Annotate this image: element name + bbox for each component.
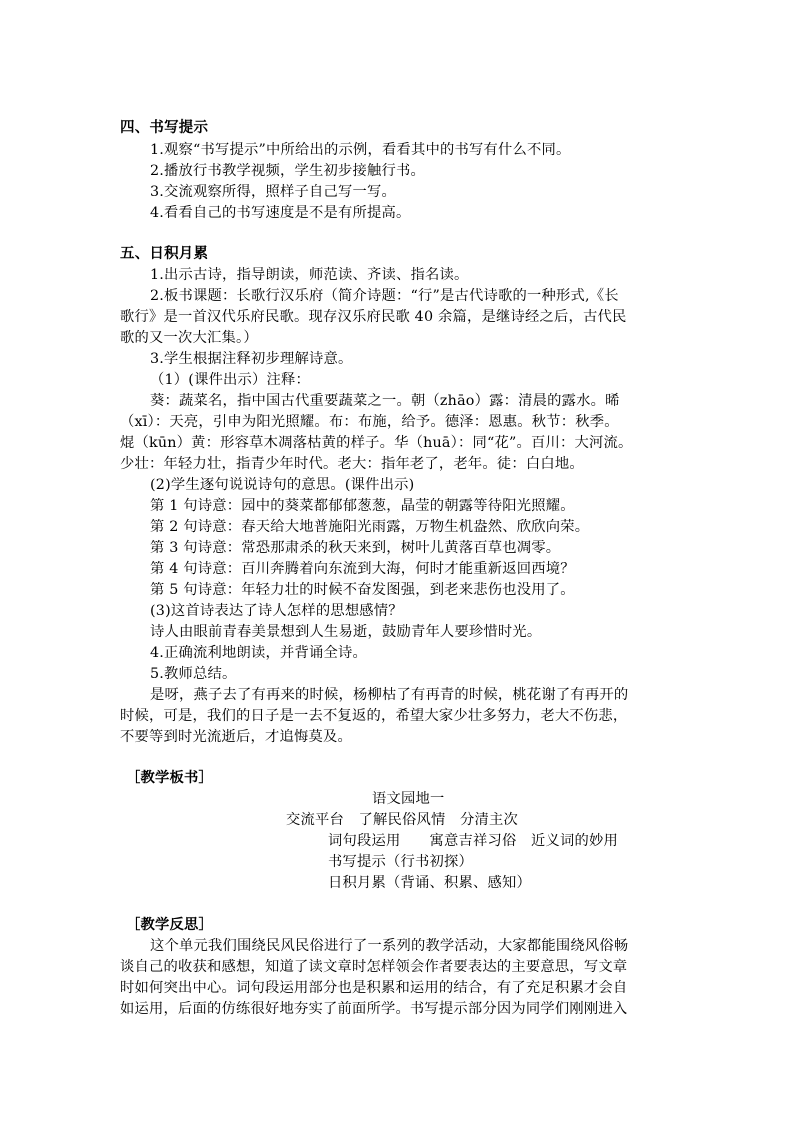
text-line: 4.正确流利地朗读，并背诵全诗。	[150, 645, 367, 661]
text-line: 1.出示古诗，指导朗读，师范读、齐读、指名读。	[150, 267, 469, 283]
text-line: 第 3 句诗意：常恐那肃杀的秋天来到，树叶儿黄落百草也凋零。	[150, 540, 561, 556]
text-line: 3.学生根据注释初步理解诗意。	[150, 351, 353, 367]
list-item: 2.播放行书教学视频，学生初步接触行书。	[150, 163, 425, 179]
text-line: 第 1 句诗意：园中的葵菜都郁郁葱葱，晶莹的朝露等待阳光照耀。	[150, 498, 575, 514]
text-line: (3)这首诗表达了诗人怎样的思想感情？	[150, 603, 403, 619]
section-title-writing-tips: 四、书写提示	[120, 120, 209, 136]
section-title-board: ［教学板书］	[126, 770, 213, 786]
text-line: 第 4 句诗意：百川奔腾着向东流到大海，何时才能重新返回西境？	[150, 561, 575, 577]
list-item: 4.看看自己的书写速度是不是有所提高。	[150, 205, 411, 221]
text-line: 如运用，后面的仿练很好地夯实了前面所学。书写提示部分因为同学们刚刚进入	[120, 1001, 628, 1017]
section-title-daily-accumulation: 五、日积月累	[120, 246, 209, 262]
text-line: 葵：蔬菜名，指中国古代重要蔬菜之一。朝（zhāo）露：清晨的露水。晞	[150, 393, 620, 409]
text-line: 诗人由眼前青春美景想到人生易逝，鼓励青年人要珍惜时光。	[150, 624, 542, 640]
board-line: 词句段运用 寓意吉祥习俗 近义词的妙用	[328, 833, 618, 849]
board-line-title: 语文园地一	[372, 791, 445, 807]
text-line: 第 2 句诗意：春天给大地普施阳光雨露，万物生机盎然、欣欣向荣。	[150, 519, 590, 535]
section-title-reflection: ［教学反思］	[126, 917, 213, 933]
board-line: 书写提示（行书初探）	[328, 854, 473, 870]
list-item: 1.观察“书写提示”中所给出的示例，看看其中的书写有什么不同。	[150, 142, 571, 158]
list-item: 3.交流观察所得，照样子自己写一写。	[150, 184, 396, 200]
text-line: 焜（kūn）黄：形容草木凋落枯黄的样子。华（huā）：同“花”。百川：大河流。	[120, 435, 633, 451]
text-line: 5.教师总结。	[150, 666, 237, 682]
text-line: 时候，可是，我们的日子是一去不复返的，希望大家少壮多努力，老大不伤悲，	[120, 708, 628, 724]
text-line: 时如何突出中心。词句段运用部分也是积累和运用的结合，有了充足积累才会自	[120, 980, 628, 996]
board-line: 交流平台 了解民俗风情 分清主次	[286, 812, 518, 828]
text-line: 第 5 句诗意：年轻力壮的时候不奋发图强，到老来悲伤也没用了。	[150, 582, 575, 598]
text-line: 这个单元我们围绕民风民俗进行了一系列的教学活动，大家都能围绕风俗畅	[150, 938, 629, 954]
text-line: 不要等到时光流逝后，才追悔莫及。	[120, 729, 352, 745]
text-line: 歌的又一次大汇集。）	[120, 330, 258, 346]
text-line: （xī）：天亮，引申为阳光照耀。布：布施，给予。德泽：恩惠。秋节：秋季。	[120, 414, 619, 430]
text-line: 2.板书课题：长歌行汉乐府（简介诗题：“行”是古代诗歌的一种形式,《长	[150, 288, 619, 304]
text-line: (2)学生逐句说说诗句的意思。(课件出示)	[150, 477, 415, 493]
text-line: （1）(课件出示）注释：	[150, 372, 311, 388]
text-line: 歌行》是一首汉代乐府民歌。现存汉乐府民歌 40 余篇，是继诗经之后，古代民	[120, 309, 627, 325]
board-line: 日积月累（背诵、积累、感知）	[328, 875, 531, 891]
text-line: 少壮：年轻力壮，指青少年时代。老大：指年老了，老年。徒：白白地。	[120, 456, 584, 472]
text-line: 是呀，燕子去了有再来的时候，杨柳枯了有再青的时候，桃花谢了有再开的	[150, 687, 629, 703]
text-line: 谈自己的收获和感想，知道了读文章时怎样领会作者要表达的主要意思，写文章	[120, 959, 628, 975]
